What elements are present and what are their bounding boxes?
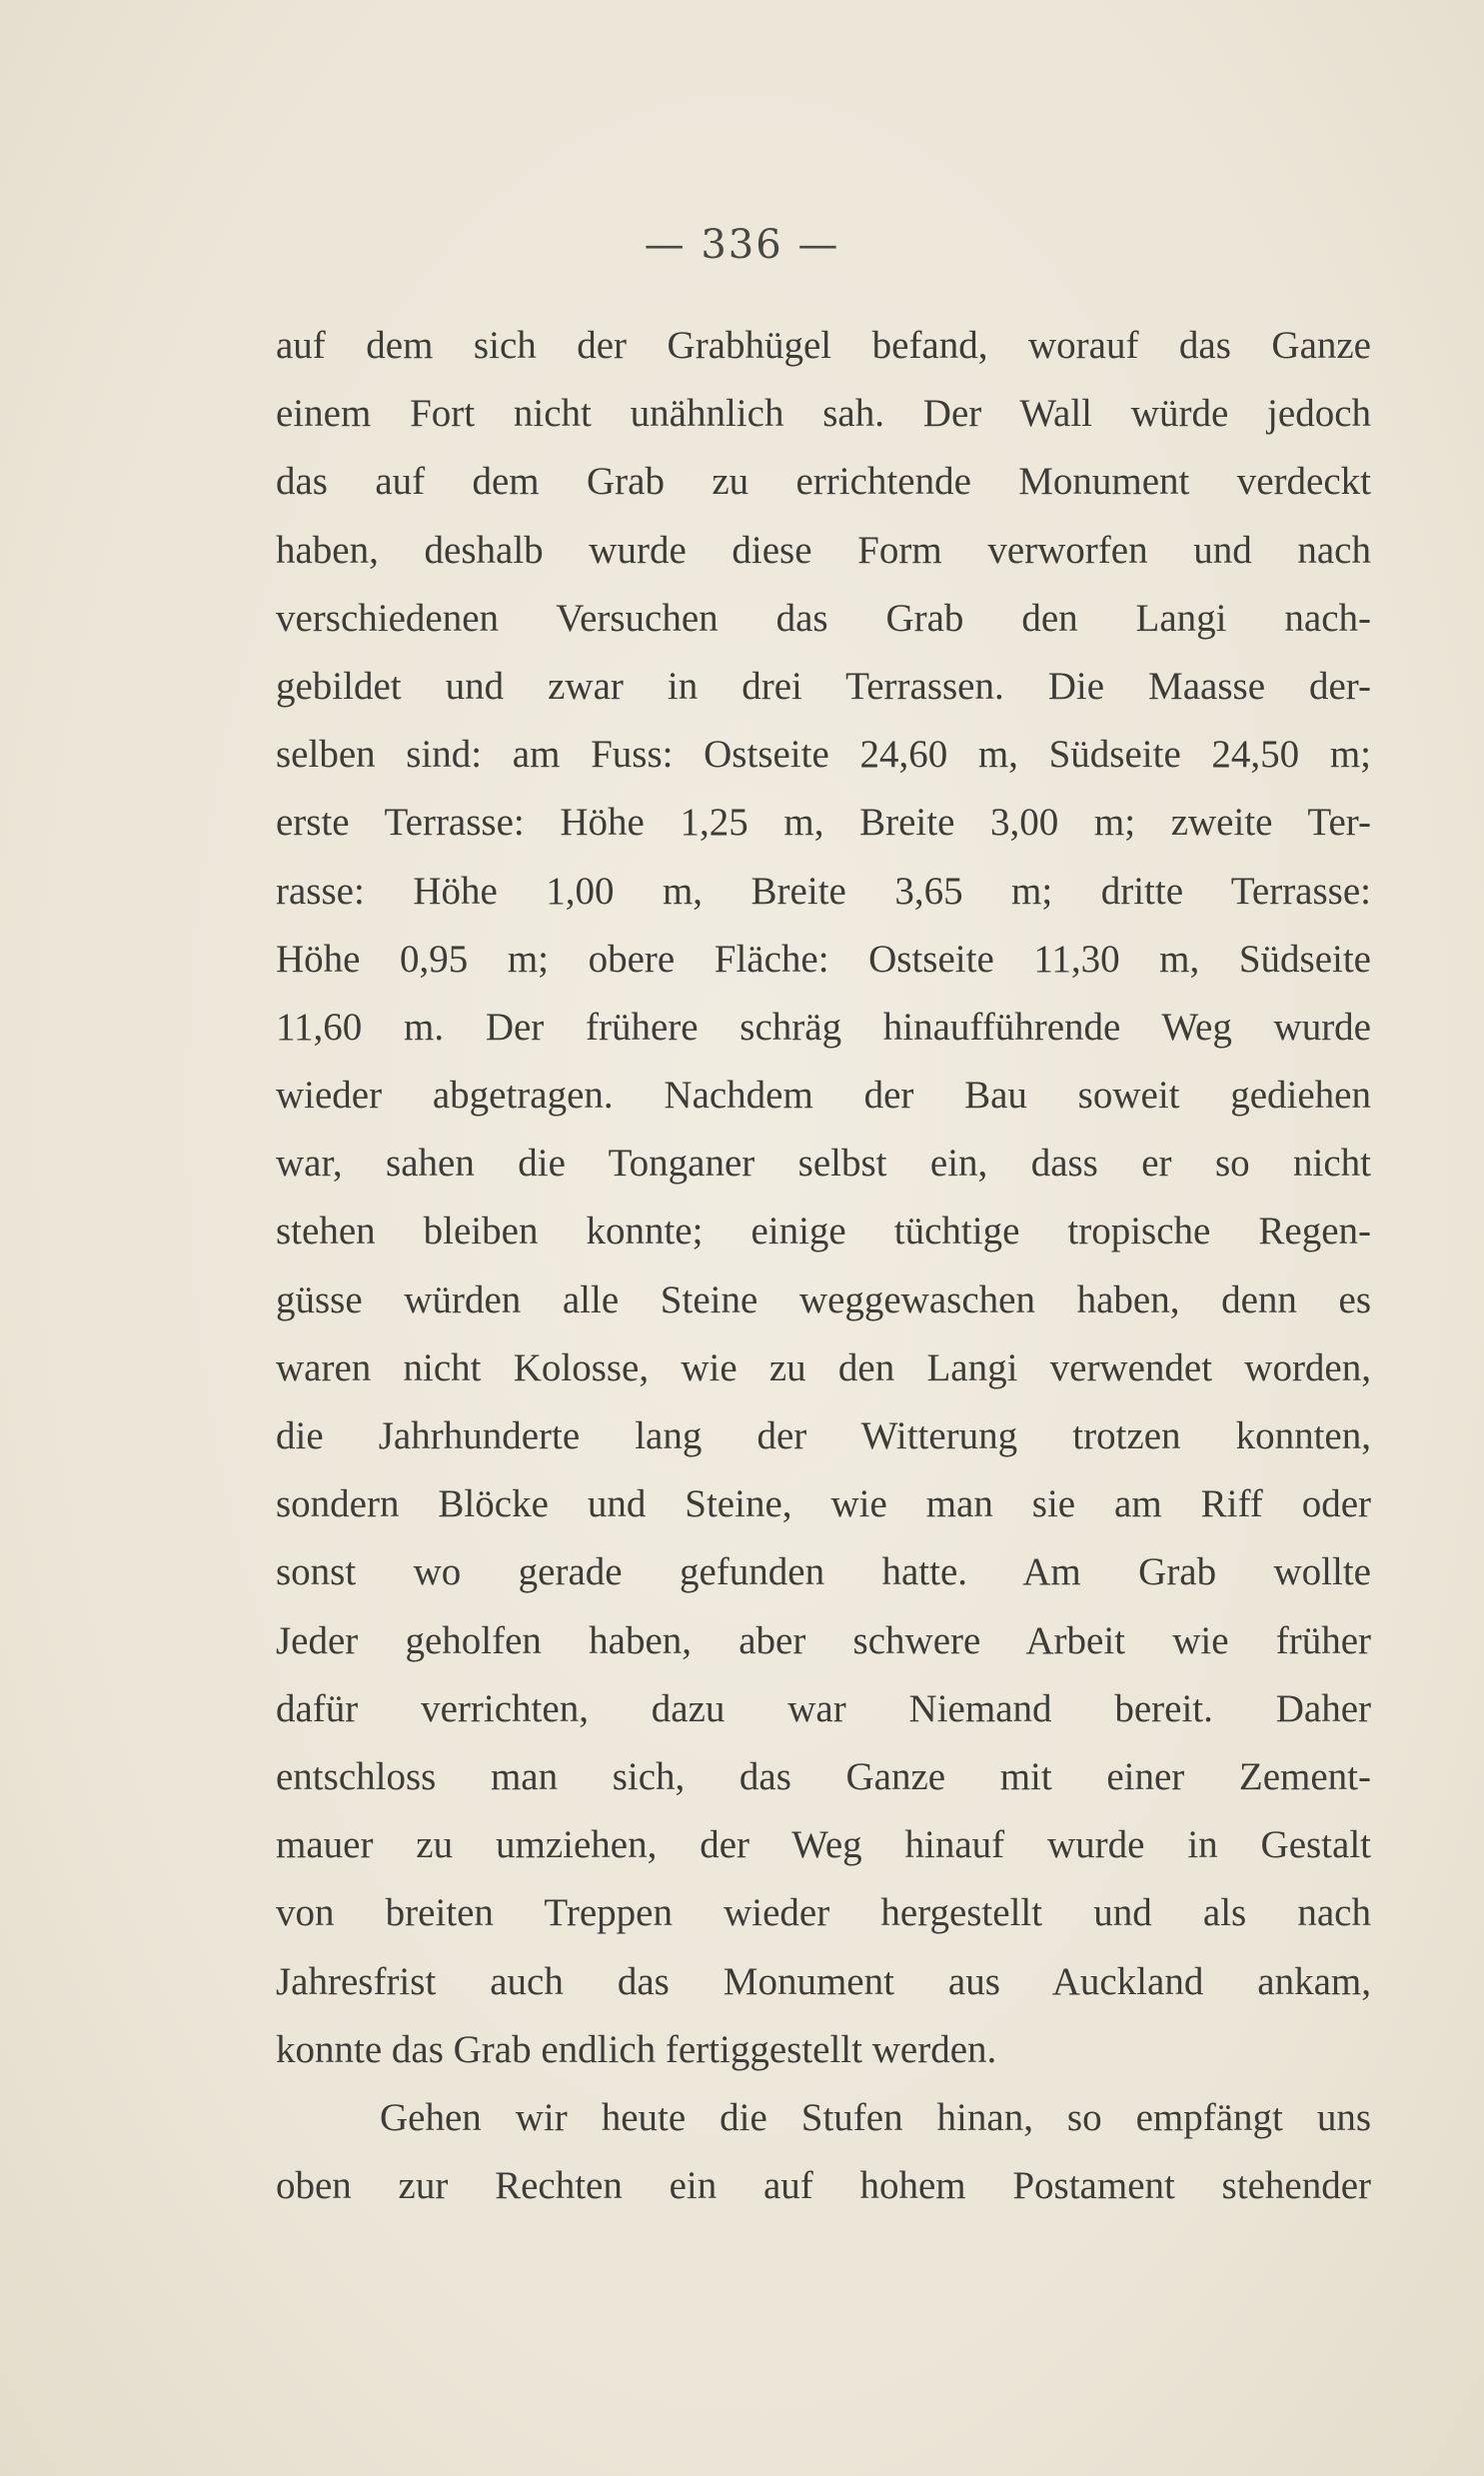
text-line: Gehen wir heute die Stufen hinan, so empfängt uns xyxy=(380,2095,1371,2139)
text-line: entschloss man sich, das Ganze mit einer Zement- xyxy=(276,1754,1371,1798)
text-line: waren nicht Kolosse, wie zu den Langi verwendet worden, xyxy=(276,1345,1371,1389)
text-line: Jahresfrist auch das Monument aus Auckland ankam, xyxy=(276,1959,1371,2003)
text-line: war, sahen die Tonganer selbst ein, dass er so nicht xyxy=(276,1142,1371,1186)
text-line: mauer zu umziehen, der Weg hinauf wurde in Gestalt xyxy=(276,1823,1371,1867)
text-line: Jeder geholfen haben, aber schwere Arbeit wie früher xyxy=(276,1618,1371,1662)
text-line: sondern Blöcke und Steine, wie man sie am Riff oder xyxy=(276,1482,1371,1526)
text-line: rasse: Höhe 1,00 m, Breite 3,65 m; dritte Terrasse: xyxy=(276,869,1371,913)
text-line: erste Terrasse: Höhe 1,25 m, Breite 3,00 m; zweite Ter- xyxy=(276,801,1371,845)
text-line: die Jahrhunderte lang der Witterung trotzen konnten, xyxy=(276,1414,1371,1457)
text-line: gebildet und zwar in drei Terrassen. Die Maasse der- xyxy=(276,664,1371,708)
text-line: konnte das Grab endlich fertiggestellt werden. xyxy=(276,2027,997,2071)
text-line: dafür verrichten, dazu war Niemand bereit. Daher xyxy=(276,1686,1371,1730)
text-line: verschiedenen Versuchen das Grab den Langi nach- xyxy=(276,596,1371,640)
text-line: das auf dem Grab zu errichtende Monument verdeckt xyxy=(276,460,1371,504)
text-line: Höhe 0,95 m; obere Fläche: Ostseite 11,30 m, Südseite xyxy=(276,937,1371,981)
text-line: von breiten Treppen wieder hergestellt und als nach xyxy=(276,1891,1371,1935)
text-line: wieder abgetragen. Nachdem der Bau soweit gediehen xyxy=(276,1074,1371,1118)
text-line: sonst wo gerade gefunden hatte. Am Grab wollte xyxy=(276,1550,1371,1594)
text-line: 11,60 m. Der frühere schräg hinaufführende Weg wurde xyxy=(276,1005,1371,1049)
text-line: güsse würden alle Steine weggewaschen haben, denn es xyxy=(276,1277,1371,1321)
text-line: oben zur Rechten ein auf hohem Postament stehender xyxy=(276,2164,1371,2208)
page-number: — 336 — xyxy=(644,222,840,268)
body-text xyxy=(276,312,1371,2220)
text-line: einem Fort nicht unähnlich sah. Der Wall würde jedoch xyxy=(276,392,1371,436)
text-line: stehen bleiben konnte; einige tüchtige tropische Regen- xyxy=(276,1210,1371,1253)
text-line: selben sind: am Fuss: Ostseite 24,60 m, Südseite 24,50 m; xyxy=(276,733,1371,777)
text-line: auf dem sich der Grabhügel befand, worauf das Ganze xyxy=(276,324,1371,367)
text-line: haben, deshalb wurde diese Form verworfen und nach xyxy=(276,528,1371,572)
